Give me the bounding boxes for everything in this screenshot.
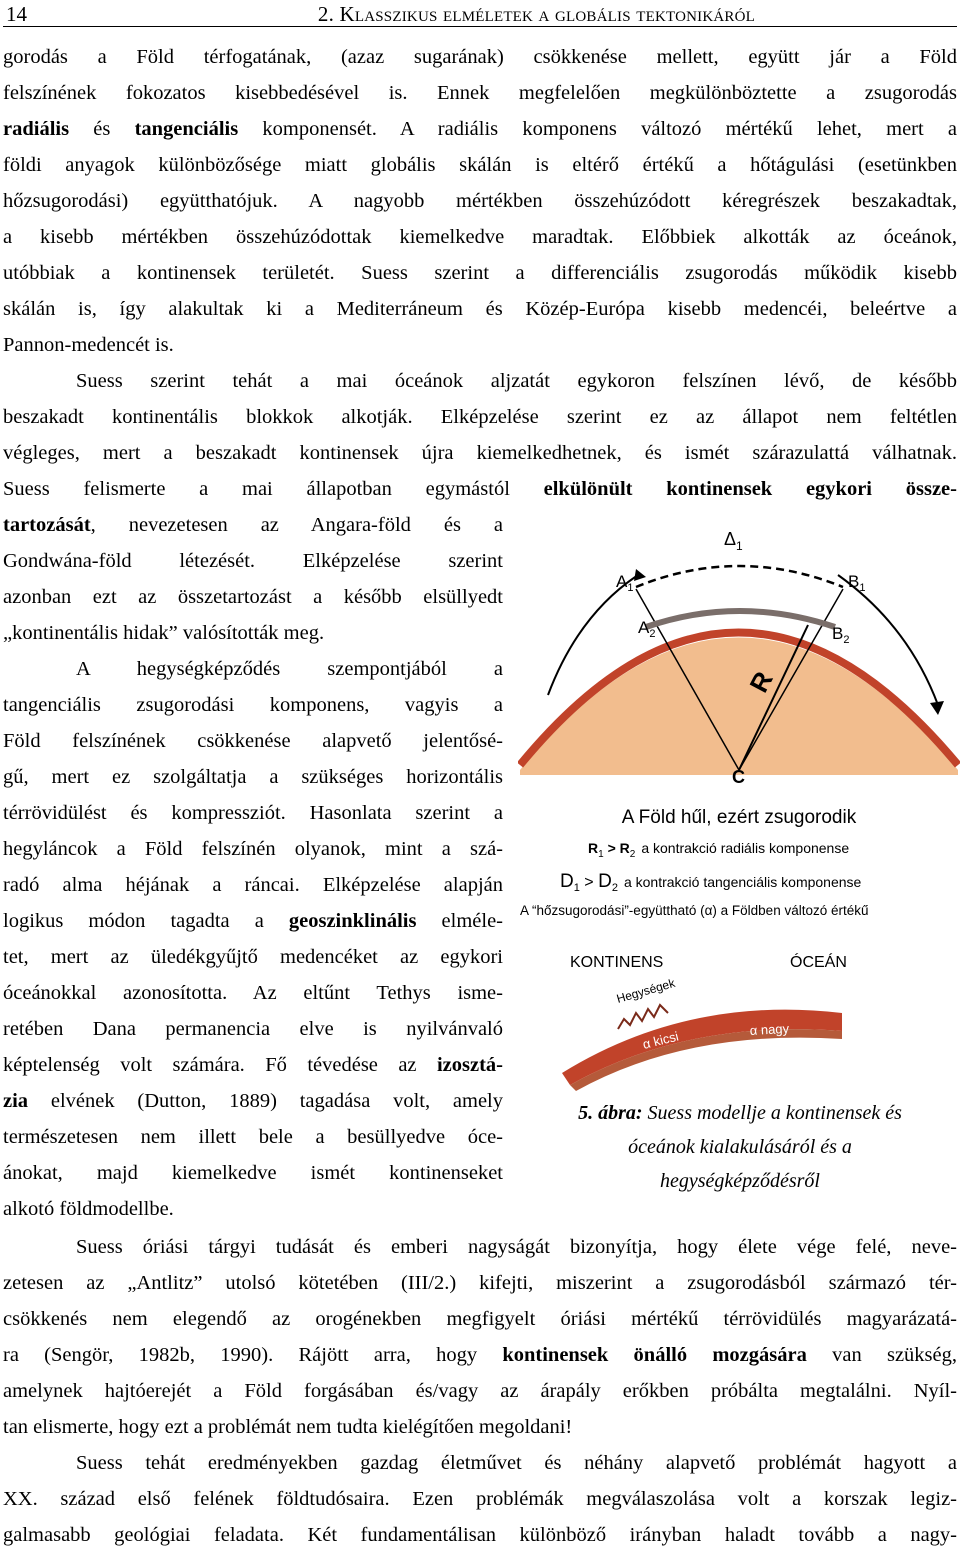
label-alpha-large: α nagy [749,1020,790,1038]
text-span: , nevezetesen az Angara-föld és a [90,514,503,536]
text-line: A hegységképződés szempontjából a [76,658,503,680]
text-line [3,475,957,503]
chapter-title: 2. Klasszikus elméletek a globális tektonikáról [317,2,755,26]
text-line: gű, mert ez szolgáltatja a szükséges horizontális [3,766,503,788]
text-line [3,511,503,539]
bold-term: elkülönült kontinensek egykori össze- [543,478,957,500]
text-line: hegyláncok a Föld felszínén olyanok, mint a szá- [3,838,503,860]
label-a2: $A_2$ [638,618,656,640]
text-line: természetesen nem illett bele a besüllyedve óce- [3,1126,503,1148]
bold-term: zia [3,1090,29,1112]
mountains [618,1005,668,1029]
bold-term: radiális [3,118,70,140]
figure-caption-line: hegységképződésről [660,1170,820,1192]
label-b1: $B_1$ [848,572,866,594]
coefficient-text: A “hőzsugorodási”-együttható (α) a Földben változó értékű [520,903,869,918]
bold-term: tangenciális [134,118,239,140]
label-r: R [743,666,779,698]
label-mountains: Hegységek [614,975,677,1006]
page-header [3,0,957,27]
text-line: tet, mert az üledékgyűjtő medencéket az egykori [3,946,503,968]
text-span: elméle- [416,910,503,932]
text-line: utóbbiak a kontinensek területét. Suess szerint a differenciális zsugorodás működik kisebb [3,262,957,284]
bold-term: izosztá- [436,1054,503,1076]
text-line: alkotó földmodellbe. [3,1198,174,1220]
text-line [3,1087,503,1115]
text-line: gorodás a Föld térfogatának, (azaz sugarának) csökkenése mellett, együtt jár a Föld [3,46,957,68]
text-line [3,1051,503,1079]
text-line: Föld felszínének csökkenése alapvető jelentősé- [3,730,503,752]
text-line: Suess szerint tehát a mai óceánok aljzatát egykoron felszínen lévő, de később [76,370,957,392]
text-line: felszínének fokozatos kisebbedésével is. Ennek megfelelően megkülönböztette a zsugorodás [3,82,957,104]
text-line: ánokat, majd kiemelkedve ismét kontinenseket [3,1162,503,1184]
caption-label: 5. ábra: [578,1102,643,1124]
text-span: elvének (Dutton, 1889) tagadása volt, amely [28,1090,503,1112]
text-line: retében Dana permanencia elve is nyilvánvaló [3,1018,503,1040]
text-span: ra (Sengör, 1982b, 1990). Rájött arra, hogy [3,1344,503,1366]
label-c: C [732,767,745,787]
r-inequality: $R_1 > R_2$ a kontrakció radiális komponense [588,840,850,860]
d-inequality: $D_1 > D_2$ a kontrakció tangenciális komponense [560,871,862,894]
label-a1: $A_1$ [616,572,634,594]
label-b2: $B_2$ [832,624,850,646]
text-line: beszakadt kontinentális blokkok alkotják. Elképzelése szerint ez az állapot nem feltétlen [3,406,957,428]
text-line: Gondwána-föld létezését. Elképzelése szerint [3,550,503,572]
bold-term: tartozását [3,514,91,536]
text-span: képtelenség volt számára. Fő tévedése az [3,1054,437,1076]
text-span: van szükség, [806,1344,957,1366]
text-line: galmasabb geológiai feladata. Két fundamentálisan különböző irányban haladt tovább a nagy- [3,1524,957,1546]
text-span: komponensét. A radiális komponens változó mértékű lehet, mert a [238,118,958,140]
text-line: Suess óriási tárgyi tudását és emberi nagyságát bizonyítja, hogy élete vége felé, neve- [76,1236,957,1258]
arc-d1 [636,566,843,587]
text-line: skálán is, így alakultak ki a Mediterráneum és Közép-Európa kisebb medencéi, beleértve a [3,298,957,320]
label-continent: KONTINENS [570,954,664,971]
text-line [3,907,503,935]
text-line: tan elismerte, hogy ezt a problémát nem tudta kielégítően megoldani! [3,1416,573,1438]
text-span: és [69,118,135,140]
figure-caption-line: óceánok kialakulásáról és a [628,1136,852,1158]
cooling-caption: A Föld hűl, ezért zsugorodik [621,807,857,828]
bold-term: geoszinklinális [288,910,417,932]
text-line: a kisebb mértékben összehúzódottak kiemelkedve maradtak. Előbbiek alkották az óceánok, [3,226,957,248]
figure-caption [520,1099,960,1127]
text-line [3,1341,957,1369]
text-line: térrövidülést és kompressziót. Hasonlata szerint a [3,802,503,824]
text-line: azonban ezt az összetartozást a később elsüllyedt [3,586,503,608]
figure-diagram [518,525,960,1095]
text-span: logikus módon tagadta a [3,910,289,932]
text-line: XX. század első felének földtudósaira. Ezen problémák megválaszolása volt a korszak legiz- [3,1488,957,1510]
text-line: óceánokkal azonosította. Az eltűnt Tethys isme- [3,982,503,1004]
text-line [3,115,957,143]
text-line: végleges, mert a beszakadt kontinensek újra kiemelkedhetnek, és ismét szárazulattá válhatnak. [3,442,957,464]
label-alpha-small: α kicsi [641,1028,681,1052]
text-line: tangenciális zsugorodási komponens, vagyis a [3,694,503,716]
text-line: hőzsugorodási) együtthatójuk. A nagyobb mértékben összehúzódott kéregrészek beszakadtak, [3,190,957,212]
label-ocean: ÓCEÁN [790,954,847,971]
text-line: földi anyagok különbözősége miatt globális skálán is eltérő értékű a hőtágulási (esetünkben [3,154,957,176]
text-line: zetesen az „Antlitz” utolsó kötetében (III/2.) kifejti, miszerint a zsugorodásból származó tér- [3,1272,957,1294]
figure-suess-model [518,525,960,1095]
label-delta1: $\Delta_1$ [724,529,743,553]
text-span: Suess felismerte a mai állapotban egymástól [3,478,544,500]
text-line: csökkenés nem elegendő az orogénekben megfigyelt óriási mértékű térrövidülés magyarázatá- [3,1308,957,1330]
text-line: Suess tehát eredményekben gazdag életművet és néhány alapvető problémát hagyott a [76,1452,957,1474]
text-line: Pannon-medencét is. [3,334,174,356]
text-line: „kontinentális hidak” valósították meg. [3,622,325,644]
caption-text: Suess modellje a kontinensek és [642,1102,902,1124]
text-line: amelynek hajtóerejét a Föld forgásában és/vagy az árapály erőkben próbálta megtalálni. Nyíl- [3,1380,957,1402]
bold-term: kontinensek önálló mozgására [502,1344,807,1366]
page-number: 14 [6,2,27,26]
arc-d2 [646,611,835,627]
text-line: radó alma héjának a ráncai. Elképzelése alapján [3,874,503,896]
